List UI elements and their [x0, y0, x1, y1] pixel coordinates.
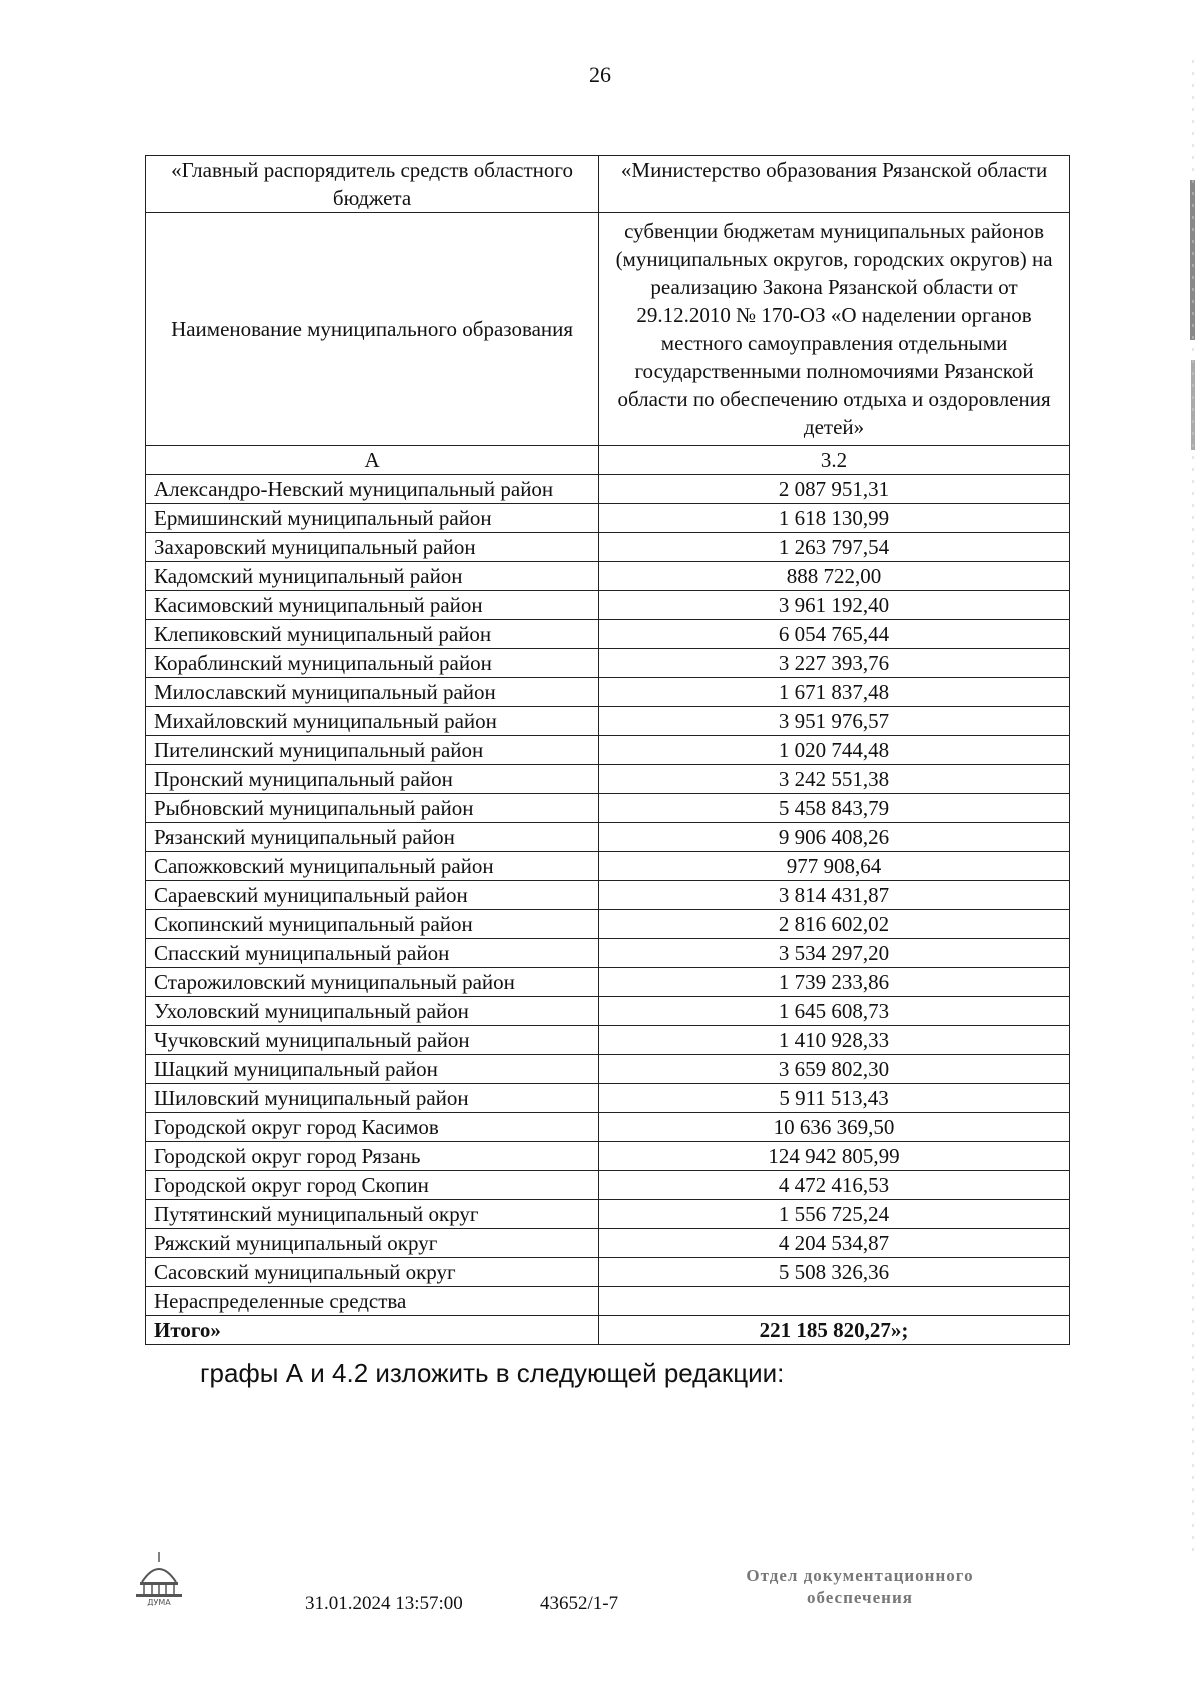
- table-row: [146, 504, 1070, 533]
- municipality-name: Нераспределенные средства: [146, 1287, 599, 1316]
- table-row: [146, 852, 1070, 881]
- subvention-amount: 5 458 843,79: [599, 794, 1070, 823]
- municipality-name: Сасовский муниципальный округ: [146, 1258, 599, 1287]
- municipality-name: Шацкий муниципальный район: [146, 1055, 599, 1084]
- table-row: [146, 939, 1070, 968]
- table-row: [146, 475, 1070, 504]
- table-row: [146, 707, 1070, 736]
- municipality-name: Милославский муниципальный район: [146, 678, 599, 707]
- amendment-note: графы А и 4.2 изложить в следующей редакции:: [200, 1358, 785, 1388]
- budget-table-body: [146, 156, 1070, 1316]
- footer-date: 31.01.2024 13:57:00: [305, 1593, 463, 1614]
- subvention-amount: 2 816 602,02: [599, 910, 1070, 939]
- table-row: [146, 620, 1070, 649]
- total-row: [146, 1316, 1070, 1345]
- municipality-name: Старожиловский муниципальный район: [146, 968, 599, 997]
- distributor-label: «Главный распорядитель средств областного бюджета: [146, 156, 599, 213]
- name-column-title: Наименование муниципального образования: [146, 213, 599, 446]
- municipality-name: Александро-Невский муниципальный район: [146, 475, 599, 504]
- subvention-amount: 9 906 408,26: [599, 823, 1070, 852]
- table-row: [146, 823, 1070, 852]
- subvention-amount: 1 645 608,73: [599, 997, 1070, 1026]
- subvention-amount: 3 814 431,87: [599, 881, 1070, 910]
- svg-text:ДУМА: ДУМА: [147, 1598, 171, 1606]
- municipality-name: Шиловский муниципальный район: [146, 1084, 599, 1113]
- table-row: [146, 765, 1070, 794]
- footer-doc-number: 43652/1-7: [540, 1593, 619, 1614]
- table-row: [146, 1055, 1070, 1084]
- municipality-name: Ермишинский муниципальный район: [146, 504, 599, 533]
- scan-edge-marks: [1188, 60, 1196, 1560]
- municipality-name: Касимовский муниципальный район: [146, 591, 599, 620]
- municipality-name: Клепиковский муниципальный район: [146, 620, 599, 649]
- duma-logo-icon: [128, 1548, 190, 1606]
- department-stamp: [690, 1565, 1030, 1609]
- table-row: [146, 1200, 1070, 1229]
- municipality-name: Захаровский муниципальный район: [146, 533, 599, 562]
- municipality-name: Скопинский муниципальный район: [146, 910, 599, 939]
- table-row: [146, 910, 1070, 939]
- municipality-name: Кадомский муниципальный район: [146, 562, 599, 591]
- subvention-amount: 5 508 326,36: [599, 1258, 1070, 1287]
- municipality-name: Городской округ город Касимов: [146, 1113, 599, 1142]
- table-row: [146, 1258, 1070, 1287]
- table-row: [146, 794, 1070, 823]
- value-column-code: 3.2: [599, 446, 1070, 475]
- table-row: [146, 1171, 1070, 1200]
- subvention-amount: 10 636 369,50: [599, 1113, 1070, 1142]
- stamp-line-1: Отдел документационного: [746, 1566, 974, 1585]
- municipality-name: Сараевский муниципальный район: [146, 881, 599, 910]
- municipality-name: Ряжский муниципальный округ: [146, 1229, 599, 1258]
- municipality-name: Пронский муниципальный район: [146, 765, 599, 794]
- budget-table: [145, 155, 1070, 1345]
- header-row-distributor: [146, 156, 1070, 213]
- subvention-amount: 4 204 534,87: [599, 1229, 1070, 1258]
- municipality-name: Рязанский муниципальный район: [146, 823, 599, 852]
- subvention-amount: 2 087 951,31: [599, 475, 1070, 504]
- subvention-amount: 5 911 513,43: [599, 1084, 1070, 1113]
- table-row: [146, 649, 1070, 678]
- subvention-amount: 1 410 928,33: [599, 1026, 1070, 1055]
- table-row: [146, 997, 1070, 1026]
- subvention-amount: 3 242 551,38: [599, 765, 1070, 794]
- subvention-amount: 1 556 725,24: [599, 1200, 1070, 1229]
- table-row: [146, 881, 1070, 910]
- subvention-amount: 6 054 765,44: [599, 620, 1070, 649]
- header-row-codes: [146, 446, 1070, 475]
- subvention-amount: 977 908,64: [599, 852, 1070, 881]
- subvention-amount: 1 020 744,48: [599, 736, 1070, 765]
- municipality-name: Ухоловский муниципальный район: [146, 997, 599, 1026]
- subvention-amount: 4 472 416,53: [599, 1171, 1070, 1200]
- stamp-line-2: обеспечения: [807, 1588, 913, 1607]
- municipality-name: Пителинский муниципальный район: [146, 736, 599, 765]
- subvention-amount: 3 659 802,30: [599, 1055, 1070, 1084]
- subvention-amount: 124 942 805,99: [599, 1142, 1070, 1171]
- table-row: [146, 562, 1070, 591]
- total-value: 221 185 820,27»;: [599, 1316, 1070, 1345]
- table-row: [146, 1142, 1070, 1171]
- subvention-amount: 888 722,00: [599, 562, 1070, 591]
- municipality-name: Рыбновский муниципальный район: [146, 794, 599, 823]
- table-row: [146, 678, 1070, 707]
- page-number: 26: [589, 62, 611, 87]
- header-row-titles: [146, 213, 1070, 446]
- table-row: [146, 1113, 1070, 1142]
- value-column-title: субвенции бюджетам муниципальных районов (муниципальных округов, городских округов) на реализацию Закона Рязанской области от 29.12.2010 № 170-ОЗ «О наделении органов местного самоуправления отдельными государственными полномочиями Рязанской области по обеспечению отдыха и оздоровления детей»: [599, 213, 1070, 446]
- distributor-value: «Министерство образования Рязанской области: [599, 156, 1070, 213]
- table-row: [146, 736, 1070, 765]
- municipality-name: Чучковский муниципальный район: [146, 1026, 599, 1055]
- municipality-name: Путятинский муниципальный округ: [146, 1200, 599, 1229]
- table-row: [146, 1229, 1070, 1258]
- subvention-amount: 3 227 393,76: [599, 649, 1070, 678]
- table-row: [146, 591, 1070, 620]
- municipality-name: Сапожковский муниципальный район: [146, 852, 599, 881]
- subvention-amount: 1 618 130,99: [599, 504, 1070, 533]
- municipality-name: Спасский муниципальный район: [146, 939, 599, 968]
- table-row: [146, 1026, 1070, 1055]
- municipality-name: Михайловский муниципальный район: [146, 707, 599, 736]
- table-row: [146, 533, 1070, 562]
- table-row: [146, 1084, 1070, 1113]
- subvention-amount: 1 739 233,86: [599, 968, 1070, 997]
- subvention-amount: [599, 1287, 1070, 1316]
- name-column-code: А: [146, 446, 599, 475]
- subvention-amount: 3 961 192,40: [599, 591, 1070, 620]
- municipality-name: Городской округ город Рязань: [146, 1142, 599, 1171]
- subvention-amount: 1 671 837,48: [599, 678, 1070, 707]
- total-label: Итого»: [146, 1316, 599, 1345]
- subvention-amount: 1 263 797,54: [599, 533, 1070, 562]
- municipality-name: Городской округ город Скопин: [146, 1171, 599, 1200]
- table-row: [146, 968, 1070, 997]
- table-row: [146, 1287, 1070, 1316]
- subvention-amount: 3 951 976,57: [599, 707, 1070, 736]
- subvention-amount: 3 534 297,20: [599, 939, 1070, 968]
- municipality-name: Кораблинский муниципальный район: [146, 649, 599, 678]
